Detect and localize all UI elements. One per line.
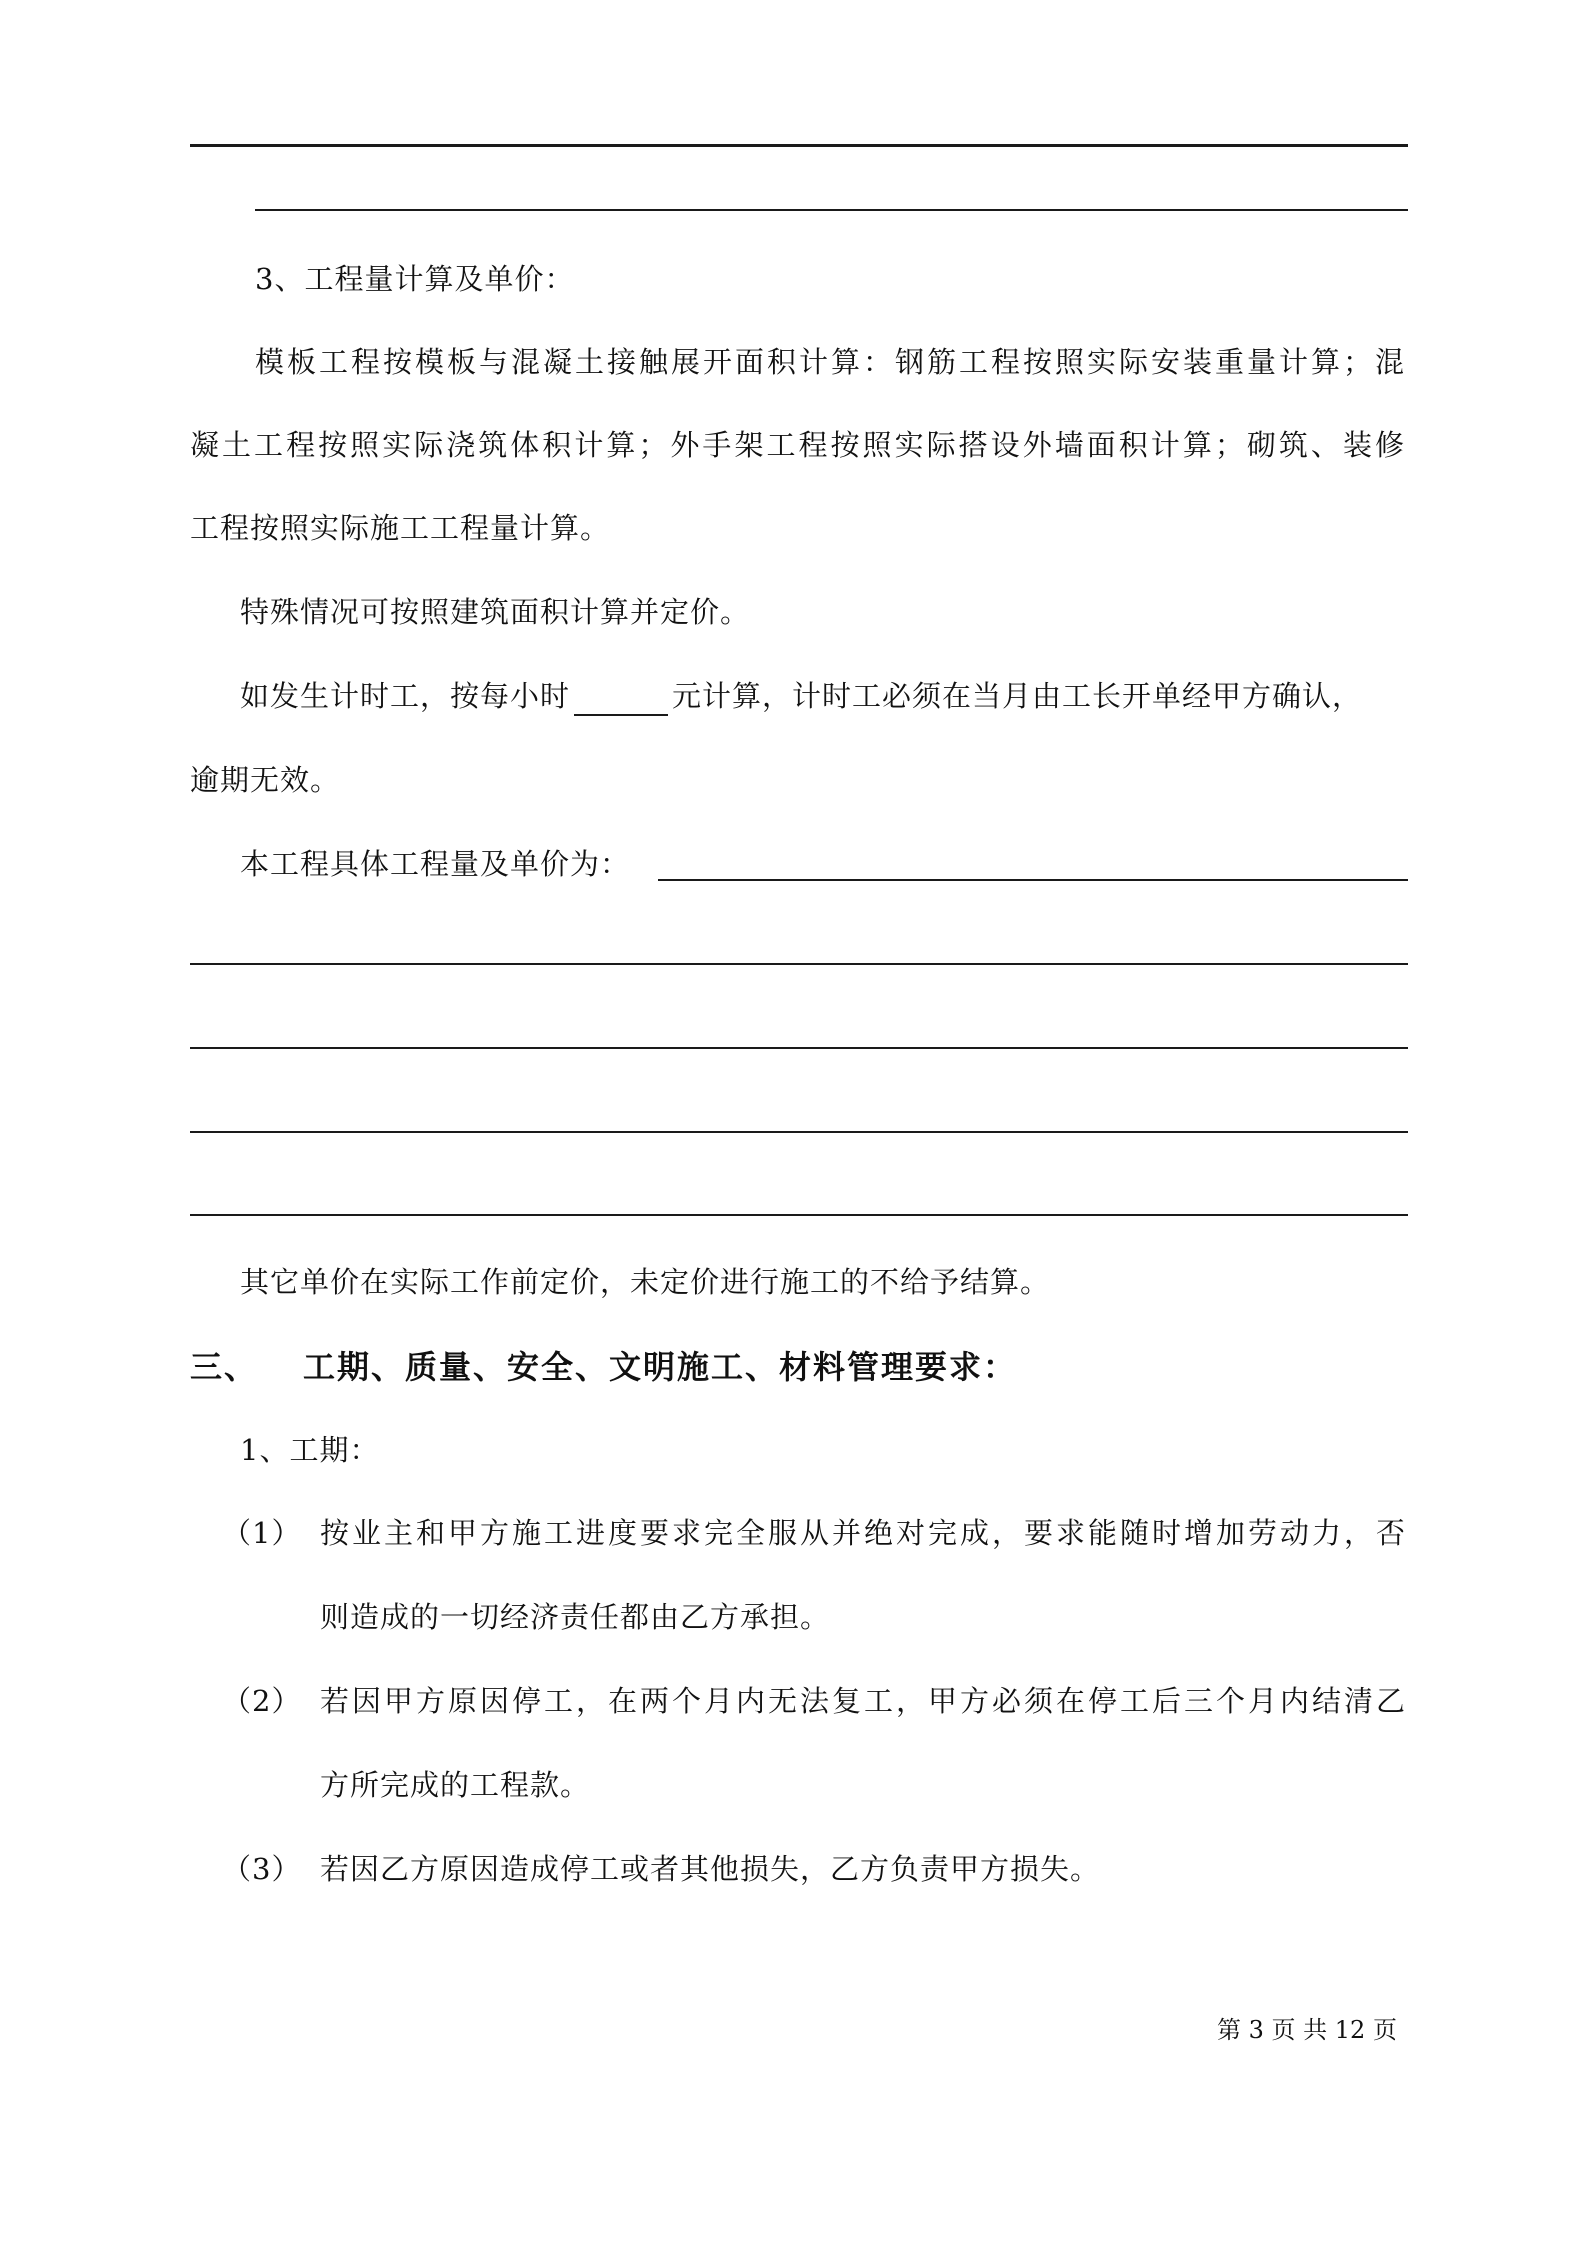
other-prices-text: 其它单价在实际工作前定价，未定价进行施工的不给予结算。: [240, 1265, 1051, 1299]
hourly-rate-blank[interactable]: [574, 684, 668, 716]
hourly-work-pre: 如发生计时工，按每小时: [240, 679, 571, 713]
schedule-title: 1、工期：: [240, 1433, 380, 1467]
section-3-para-line-2: 凝土工程按照实际浇筑体积计算；外手架工程按照实际搭设外墙面积计算；砌筑、装修: [190, 428, 1405, 462]
blank-fill-line[interactable]: [190, 1047, 1408, 1049]
schedule-item-line: 按业主和甲方施工进度要求完全服从并绝对完成，要求能随时增加劳动力，否: [320, 1516, 1406, 1550]
blank-fill-line[interactable]: [190, 1131, 1408, 1133]
schedule-item-line-continued: 则造成的一切经济责任都由乙方承担。: [320, 1600, 831, 1634]
chapter-title: 工期、质量、安全、文明施工、材料管理要求：: [303, 1348, 1018, 1386]
page-number-footer: 第 3 页 共 12 页: [1217, 2016, 1397, 2044]
hourly-work-post: 元计算，计时工必须在当月由工长开单经甲方确认，: [672, 679, 1363, 713]
top-rule: [190, 144, 1408, 147]
unit-price-fill-line[interactable]: [658, 879, 1408, 881]
top-fill-line: [255, 209, 1408, 211]
schedule-item-number: （2）: [222, 1684, 302, 1718]
section-3-para-line-1: 模板工程按模板与混凝土接触展开面积计算：钢筋工程按照实际安装重量计算；混: [255, 345, 1405, 379]
blank-fill-line[interactable]: [190, 963, 1408, 965]
section-3-para-line-3: 工程按照实际施工工程量计算。: [190, 511, 611, 545]
section-3-title: 3、工程量计算及单价：: [255, 262, 575, 296]
schedule-item-line: 若因甲方原因停工，在两个月内无法复工，甲方必须在停工后三个月内结清乙: [320, 1684, 1406, 1718]
hourly-work-line: [240, 676, 1362, 716]
hourly-work-line-2: 逾期无效。: [190, 763, 341, 797]
special-case-text: 特殊情况可按照建筑面积计算并定价。: [240, 595, 751, 629]
schedule-item-line-continued: 方所完成的工程款。: [320, 1768, 591, 1802]
schedule-item-number: （3）: [222, 1852, 302, 1886]
chapter-number: 三、: [190, 1348, 259, 1386]
unit-price-label: 本工程具体工程量及单价为：: [240, 847, 631, 881]
schedule-item-line: 若因乙方原因造成停工或者其他损失，乙方负责甲方损失。: [320, 1852, 1101, 1886]
schedule-item-number: （1）: [222, 1516, 302, 1550]
blank-fill-line[interactable]: [190, 1214, 1408, 1216]
